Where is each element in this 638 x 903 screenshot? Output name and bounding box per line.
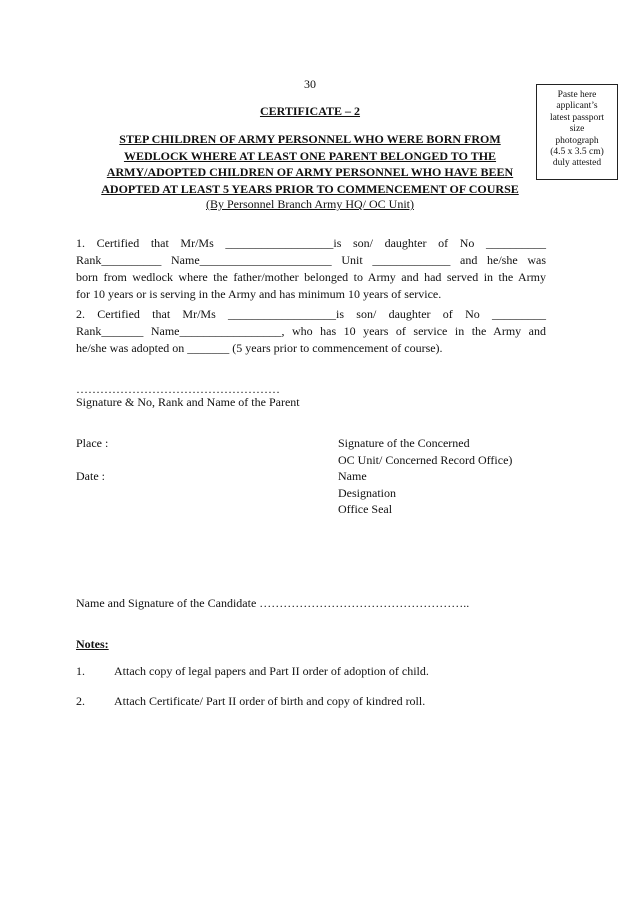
concerned-line: Name [338, 469, 367, 483]
note-text: Attach copy of legal papers and Part II order of adoption of child. [114, 664, 429, 678]
concerned-line: Office Seal [338, 502, 393, 516]
candidate-signature-line: Name and Signature of the Candidate …………………………………………….. [76, 596, 470, 610]
certificate-subtitle [80, 131, 540, 197]
subtitle-line: ARMY/ADOPTED CHILDREN OF ARMY PERSONNEL WHO HAVE BEEN [106, 165, 514, 179]
date-label: Date : [76, 469, 105, 483]
paragraph-line: he/she was adopted on _______ (5 years prior to commencement of course). [76, 341, 443, 355]
note-number: 1. [76, 664, 85, 678]
concerned-line: Signature of the Concerned [338, 436, 470, 450]
photo-box-line: size [569, 124, 585, 135]
certification-paragraph-2 [76, 306, 546, 357]
photo-box-line: applicant’s [556, 101, 598, 112]
certificate-title: CERTIFICATE – 2 [259, 104, 361, 118]
issuing-authority: (By Personnel Branch Army HQ/ OC Unit) [206, 197, 414, 211]
photo-box-line: duly attested [552, 158, 602, 169]
paragraph-line: 2. Certified that Mr/Ms __________________is son/ daughter of No _________ [76, 307, 546, 321]
concerned-authority-block [338, 435, 558, 518]
concerned-line: Designation [338, 485, 396, 500]
photo-box-line: photograph [555, 135, 599, 146]
paragraph-line: Rank__________ Name______________________ Unit _____________ and he/she was [76, 253, 546, 267]
page-number: 30 [304, 77, 316, 91]
subtitle-line: WEDLOCK WHERE AT LEAST ONE PARENT BELONGED TO THE [123, 148, 497, 163]
photo-box-line: (4.5 x 3.5 cm) [550, 147, 604, 158]
subtitle-line: ADOPTED AT LEAST 5 YEARS PRIOR TO COMMENCEMENT OF COURSE [101, 181, 519, 196]
paragraph-line: 1. Certified that Mr/Ms __________________is son/ daughter of No __________ [76, 236, 546, 250]
subtitle-line: STEP CHILDREN OF ARMY PERSONNEL WHO WERE BORN FROM [119, 132, 501, 146]
certification-paragraph-1 [76, 235, 546, 303]
concerned-line: OC Unit/ Concerned Record Office) [338, 452, 513, 467]
parent-signature-line: …………………………………………… [76, 382, 280, 396]
notes-heading: Notes: [76, 637, 109, 651]
photo-box-line: latest passport [549, 112, 605, 123]
note-text: Attach Certificate/ Part II order of birth and copy of kindred roll. [114, 694, 426, 708]
paragraph-line: Rank_______ Name_________________, who has 10 years of service in the Army and [76, 324, 546, 338]
paragraph-line: for 10 years or is serving in the Army and has minimum 10 years of service. [76, 287, 442, 301]
note-number: 2. [76, 694, 85, 708]
photo-placeholder-box [536, 84, 618, 180]
place-label: Place : [76, 436, 109, 450]
photo-box-line: Paste here [557, 90, 597, 100]
paragraph-line: born from wedlock where the father/mother belonged to Army and had served in the Army [76, 270, 546, 284]
parent-signature-label: Signature & No, Rank and Name of the Parent [76, 395, 300, 409]
